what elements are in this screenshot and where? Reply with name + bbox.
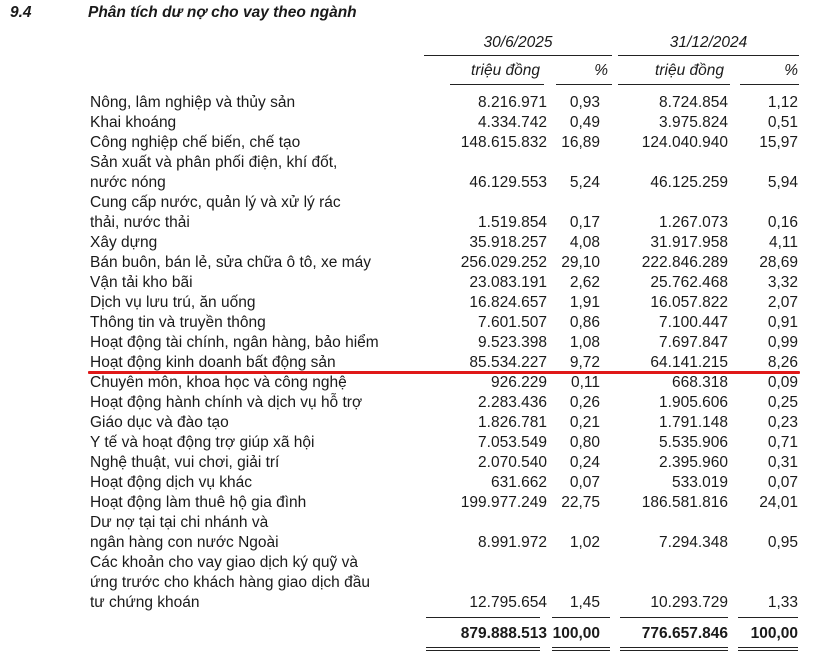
loan-pct-2025: 0,49 <box>569 114 600 131</box>
loan-value-2025: 148.615.832 <box>460 134 547 151</box>
loan-value-2024: 64.141.215 <box>650 354 728 371</box>
table-row <box>90 393 810 413</box>
total-rule-top-2 <box>552 617 610 618</box>
loan-pct-2025: 0,24 <box>569 454 600 471</box>
loan-value-2025: 12.795.654 <box>469 594 547 611</box>
unit-pct-2: % <box>784 62 798 79</box>
total-rule-bottom-2a <box>552 647 610 648</box>
loan-pct-2024: 0,99 <box>767 334 798 351</box>
sector-label: Thông tin và truyền thông <box>90 314 266 331</box>
section-title: Phân tích dư nợ cho vay theo ngành <box>88 4 357 21</box>
table-row <box>90 593 810 613</box>
table-row-label-continuation <box>90 193 810 213</box>
loan-pct-2024: 5,94 <box>767 174 798 191</box>
total-rule-bottom-2b <box>552 650 610 651</box>
sector-label: Hoạt động dịch vụ khác <box>90 474 252 491</box>
period-header-1: 30/6/2025 <box>483 34 553 51</box>
loan-value-2025: 926.229 <box>490 374 547 391</box>
total-rule-bottom-3b <box>620 650 728 651</box>
sector-label: Hoạt động kinh doanh bất động sản <box>90 354 336 371</box>
loan-pct-2025: 1,08 <box>569 334 600 351</box>
sector-label: Hoạt động tài chính, ngân hàng, bảo hiểm <box>90 334 379 351</box>
table-row <box>90 93 810 113</box>
loan-value-2024: 31.917.958 <box>650 234 728 251</box>
loan-value-2024: 222.846.289 <box>641 254 728 271</box>
table-row <box>90 313 810 333</box>
loan-pct-2025: 22,75 <box>561 494 600 511</box>
loan-value-2025: 1.519.854 <box>478 214 547 231</box>
sector-label: Giáo dục và đào tạo <box>90 414 229 431</box>
loan-pct-2025: 1,45 <box>569 594 600 611</box>
sector-label: Công nghiệp chế biến, chế tạo <box>90 134 301 151</box>
table-row <box>90 233 810 253</box>
loan-pct-2025: 29,10 <box>561 254 600 271</box>
sector-label: Hoạt động làm thuê hộ gia đình <box>90 494 307 511</box>
loan-value-2024: 16.057.822 <box>650 294 728 311</box>
unit-amount-1: triệu đồng <box>471 62 540 79</box>
table-row <box>90 273 810 293</box>
loan-pct-2025: 0,07 <box>569 474 600 491</box>
loan-value-2024: 186.581.816 <box>641 494 728 511</box>
loan-pct-2024: 1,12 <box>767 94 798 111</box>
loan-pct-2024: 28,69 <box>759 254 798 271</box>
loan-pct-2024: 0,09 <box>767 374 798 391</box>
loan-pct-2024: 0,71 <box>767 434 798 451</box>
table-row <box>90 253 810 273</box>
loan-value-2024: 533.019 <box>671 474 728 491</box>
loan-value-2025: 23.083.191 <box>469 274 547 291</box>
sector-label: Sản xuất và phân phối điện, khí đốt, <box>90 154 338 171</box>
total-rule-top-4 <box>738 617 798 618</box>
loan-value-2025: 4.334.742 <box>478 114 547 131</box>
unit-rule-1a <box>450 84 544 85</box>
unit-rule-1b <box>556 84 612 85</box>
loan-value-2025: 2.283.436 <box>478 394 547 411</box>
loan-pct-2024: 3,32 <box>767 274 798 291</box>
table-row <box>90 293 810 313</box>
sector-label: Y tế và hoạt động trợ giúp xã hội <box>90 434 315 451</box>
total-value-1: 879.888.513 <box>460 625 547 642</box>
loan-value-2025: 85.534.227 <box>469 354 547 371</box>
loan-pct-2024: 0,31 <box>767 454 798 471</box>
loan-pct-2024: 0,25 <box>767 394 798 411</box>
loan-pct-2025: 5,24 <box>569 174 600 191</box>
loan-pct-2025: 9,72 <box>569 354 600 371</box>
loan-pct-2025: 1,91 <box>569 294 600 311</box>
total-rule-bottom-1b <box>426 650 540 651</box>
loan-pct-2025: 16,89 <box>561 134 600 151</box>
loan-pct-2025: 0,80 <box>569 434 600 451</box>
loan-value-2025: 256.029.252 <box>460 254 547 271</box>
loan-value-2024: 124.040.940 <box>641 134 728 151</box>
loan-value-2024: 7.697.847 <box>659 334 728 351</box>
table-row <box>90 173 810 193</box>
section-number: 9.4 <box>10 4 32 21</box>
loan-pct-2024: 0,07 <box>767 474 798 491</box>
loan-pct-2025: 1,02 <box>569 534 600 551</box>
loan-pct-2024: 0,23 <box>767 414 798 431</box>
loan-value-2024: 5.535.906 <box>659 434 728 451</box>
loan-pct-2025: 4,08 <box>569 234 600 251</box>
sector-label: Hoạt động hành chính và dịch vụ hỗ trợ <box>90 394 363 411</box>
loan-value-2025: 2.070.540 <box>478 454 547 471</box>
loan-value-2024: 8.724.854 <box>659 94 728 111</box>
table-row-label-continuation <box>90 153 810 173</box>
loan-value-2025: 7.601.507 <box>478 314 547 331</box>
sector-label: Chuyên môn, khoa học và công nghệ <box>90 374 347 391</box>
loan-value-2025: 9.523.398 <box>478 334 547 351</box>
loan-pct-2025: 0,17 <box>569 214 600 231</box>
highlight-underline <box>88 371 800 374</box>
table-row-label-continuation <box>90 573 810 593</box>
sector-label: Bán buôn, bán lẻ, sửa chữa ô tô, xe máy <box>90 254 371 271</box>
sector-label: tư chứng khoán <box>90 594 200 611</box>
total-rule-top-1 <box>426 617 540 618</box>
table-row <box>90 113 810 133</box>
total-pct-1: 100,00 <box>552 625 600 642</box>
table-row <box>90 493 810 513</box>
unit-rule-2b <box>740 84 799 85</box>
total-rule-bottom-3a <box>620 647 728 648</box>
loan-pct-2024: 0,95 <box>767 534 798 551</box>
loan-value-2024: 2.395.960 <box>659 454 728 471</box>
loan-value-2025: 8.991.972 <box>478 534 547 551</box>
sector-label: Dịch vụ lưu trú, ăn uống <box>90 294 256 311</box>
unit-pct-1: % <box>594 62 608 79</box>
table-row <box>90 373 810 393</box>
loan-value-2024: 46.125.259 <box>650 174 728 191</box>
loan-pct-2024: 8,26 <box>767 354 798 371</box>
loan-value-2024: 3.975.824 <box>659 114 728 131</box>
sector-label: nước nóng <box>90 174 166 191</box>
loan-value-2024: 1.267.073 <box>659 214 728 231</box>
total-pct-2: 100,00 <box>750 625 798 642</box>
loan-pct-2025: 2,62 <box>569 274 600 291</box>
table-row <box>90 453 810 473</box>
loan-pct-2024: 0,51 <box>767 114 798 131</box>
unit-rule-2a <box>618 84 730 85</box>
loan-pct-2025: 0,93 <box>569 94 600 111</box>
loan-value-2025: 46.129.553 <box>469 174 547 191</box>
table-row <box>90 413 810 433</box>
sector-label: thải, nước thải <box>90 214 190 231</box>
unit-amount-2: triệu đồng <box>655 62 724 79</box>
sector-label: Nghệ thuật, vui chơi, giải trí <box>90 454 280 471</box>
loan-value-2024: 7.294.348 <box>659 534 728 551</box>
sector-label: Cung cấp nước, quản lý và xử lý rác <box>90 194 341 211</box>
total-row <box>90 624 810 644</box>
loan-pct-2025: 0,86 <box>569 314 600 331</box>
sector-label: Nông, lâm nghiệp và thủy sản <box>90 94 296 111</box>
loan-pct-2024: 0,16 <box>767 214 798 231</box>
loan-value-2025: 35.918.257 <box>469 234 547 251</box>
table-row <box>90 213 810 233</box>
table-row <box>90 133 810 153</box>
total-rule-bottom-4a <box>738 647 798 648</box>
table-row <box>90 353 810 373</box>
loan-pct-2024: 0,91 <box>767 314 798 331</box>
period-rule-1 <box>424 55 612 56</box>
sector-label: ngân hàng con nước Ngoài <box>90 534 279 551</box>
sector-label: Khai khoáng <box>90 114 177 131</box>
loan-pct-2025: 0,21 <box>569 414 600 431</box>
sector-label: Xây dựng <box>90 234 158 251</box>
loan-value-2025: 199.977.249 <box>460 494 547 511</box>
loan-pct-2024: 15,97 <box>759 134 798 151</box>
loan-pct-2024: 1,33 <box>767 594 798 611</box>
period-rule-2 <box>618 55 799 56</box>
loan-pct-2025: 0,26 <box>569 394 600 411</box>
loan-value-2024: 668.318 <box>671 374 728 391</box>
loan-value-2025: 8.216.971 <box>478 94 547 111</box>
loan-value-2024: 1.791.148 <box>659 414 728 431</box>
table-row <box>90 533 810 553</box>
table-row-label-continuation <box>90 513 810 533</box>
table-row <box>90 473 810 493</box>
loan-pct-2024: 4,11 <box>768 234 798 251</box>
total-rule-top-3 <box>620 617 728 618</box>
section-heading <box>10 4 357 22</box>
loan-value-2024: 25.762.468 <box>650 274 728 291</box>
sector-label: Dư nợ tại tại chi nhánh và <box>90 514 269 531</box>
table-row-label-continuation <box>90 553 810 573</box>
loan-value-2025: 7.053.549 <box>478 434 547 451</box>
sector-label: ứng trước cho khách hàng giao dịch đầu <box>90 574 370 591</box>
sector-label: Các khoản cho vay giao dịch ký quỹ và <box>90 554 358 571</box>
loan-value-2025: 16.824.657 <box>469 294 547 311</box>
loan-pct-2025: 0,11 <box>570 374 600 391</box>
loan-value-2024: 1.905.606 <box>659 394 728 411</box>
loan-value-2024: 10.293.729 <box>650 594 728 611</box>
sector-label: Vận tải kho bãi <box>90 274 193 291</box>
table-row <box>90 433 810 453</box>
loan-value-2024: 7.100.447 <box>659 314 728 331</box>
total-rule-bottom-1a <box>426 647 540 648</box>
period-header-2: 31/12/2024 <box>669 34 748 51</box>
table-row <box>90 333 810 353</box>
loan-pct-2024: 24,01 <box>759 494 798 511</box>
total-rule-bottom-4b <box>738 650 798 651</box>
loan-value-2025: 1.826.781 <box>478 414 547 431</box>
loan-value-2025: 631.662 <box>490 474 547 491</box>
total-value-2: 776.657.846 <box>641 625 728 642</box>
loan-pct-2024: 2,07 <box>767 294 798 311</box>
